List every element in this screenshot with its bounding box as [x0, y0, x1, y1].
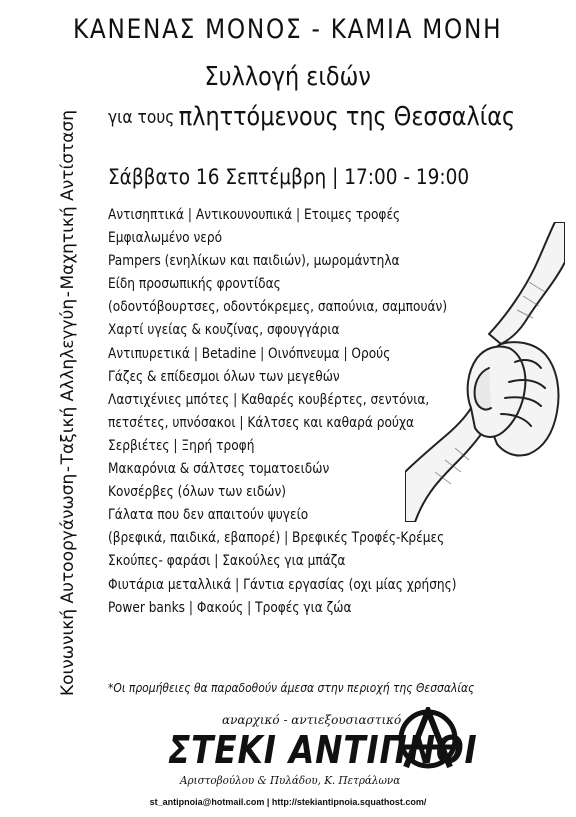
list-item: Αντιπυρετικά | Betadine | Οινόπνευμα | Ορούς [108, 345, 391, 362]
list-item: Σερβιέτες | Ξηρή τροφή [108, 437, 255, 454]
logo-name: ΣΤΕΚΙ ΑΝΤΙΠΝΟΙ [168, 728, 478, 772]
subtitle-prefix: για τους [108, 107, 175, 128]
side-slogan-2: Ταξική Αλληλεγγύη [58, 298, 78, 465]
list-item: Σκούπες- φαράσι | Σακούλες για μπάζα [108, 553, 346, 570]
list-item: Γάζες & επίδεσμοι όλων των μεγεθών [108, 368, 340, 385]
vertical-side-slogan [53, 110, 83, 696]
poster-subtitle-line1: Συλλογή ειδών [204, 62, 372, 92]
list-item: Power banks | Φακούς | Τροφές για ζώα [108, 599, 352, 616]
footnote: *Οι προμήθειες θα παραδοθούν άμεσα στην περιοχή της Θεσσαλίας [108, 680, 475, 695]
poster-title: ΚΑΝΕΝΑΣ ΜΟΝΟΣ - ΚΑΜΙΑ ΜΟΝΗ [73, 14, 503, 45]
poster-subtitle-line2 [108, 102, 576, 132]
list-item: (οδοντόβουρτσες, οδοντόκρεμες, σαπούνια, σαμπουάν) [108, 299, 448, 316]
subtitle-main: πληττόμενους της Θεσσαλίας [178, 102, 516, 132]
list-item: Φιυτάρια μεταλλικά | Γάντια εργασίας (οχι μίας χρήσης) [108, 576, 457, 593]
logo-tagline: αναρχικό - αντιεξουσιαστικό [222, 713, 402, 727]
contact-line: st_antipnoia@hotmail.com | http://stekiantipnoia.squathost.com/ [149, 797, 427, 807]
list-item: Pampers (ενηλίκων και παιδιών), μωρομάντηλα [108, 253, 400, 270]
list-item: Λαστιχένιες μπότες | Καθαρές κουβέρτες, σεντόνια, [108, 391, 430, 408]
event-date-time: Σάββατο 16 Σεπτέμβρη | 17:00 - 19:00 [108, 165, 470, 189]
side-slogan-1: Κοινωνική Αυτοοργάνωση [58, 473, 78, 696]
list-item: (βρεφικά, παιδικά, εβαπορέ) | Βρεφικές Τροφές-Κρέμες [108, 530, 445, 547]
list-item: Χαρτί υγείας & κουζίνας, σφουγγάρια [108, 322, 340, 339]
side-separator-2: - [58, 291, 78, 298]
side-slogan-3: Μαχητική Αντίσταση [58, 110, 78, 290]
list-item: Μακαρόνια & σάλτσες τοματοειδών [108, 461, 330, 478]
list-item: Είδη προσωπικής φροντίδας [108, 276, 281, 293]
list-item: Αντισηπτικά | Αντικουνουπικά | Ετοιμες τροφές [108, 207, 401, 223]
list-item: Κονσέρβες (όλων των ειδών) [108, 484, 287, 501]
list-item: Εμφιαλωμένο νερό [108, 230, 223, 247]
circle-a-icon [396, 707, 460, 771]
list-item: πετσέτες, υπνόσακοι | Κάλτσες και καθαρά ρούχα [108, 414, 415, 431]
side-separator-1: - [58, 465, 78, 473]
logo-address: Αριστοβούλου & Πυλάδου, Κ. Πετράλωνα [180, 773, 401, 787]
clasped-hands-icon [405, 222, 565, 522]
list-item: Γάλατα που δεν απαιτούν ψυγείο [108, 507, 309, 524]
